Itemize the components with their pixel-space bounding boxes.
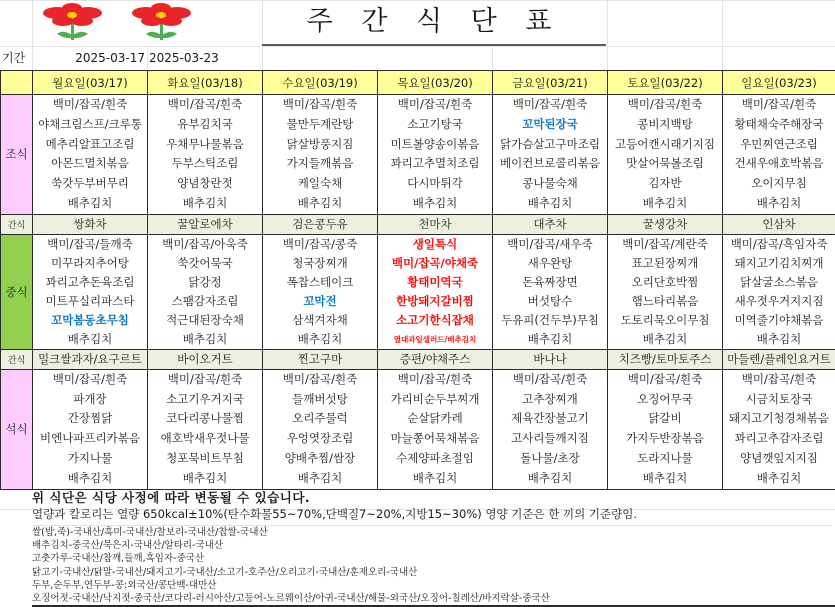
- menu-item: 백미/잡곡/흰죽: [627, 371, 703, 386]
- menu-item: 백미/잡곡/흑임자죽: [730, 236, 828, 251]
- menu-item: 배추김치: [297, 195, 343, 210]
- menu-item: 닭가슴살고구마조림: [500, 136, 600, 151]
- menu-item: 백미/잡곡/흰죽: [52, 97, 128, 111]
- menu-item: 미트푸실리파스타: [45, 293, 135, 308]
- menu-item: 우채무나물볶음: [166, 136, 244, 151]
- menu-item: 오이지무침: [751, 176, 807, 191]
- menu-item: 오리주물럭: [292, 411, 348, 426]
- menu-item: 돌나물/초장: [520, 451, 580, 466]
- menu-item: 애호박새우젓나물: [160, 431, 250, 446]
- menu-item: 삼색겨자채: [292, 312, 348, 327]
- notes-section: [32, 489, 832, 522]
- menu-item: 백미/잡곡/흰죽: [167, 371, 243, 386]
- menu-item: 오리단호박찜: [631, 274, 699, 289]
- dinner-label: 석식: [1, 369, 33, 489]
- menu-item: 새우젓우거지지짐: [734, 293, 824, 308]
- snack-am-thu: 천마차: [378, 214, 493, 234]
- day-header-wed: 수요일(03/19): [263, 71, 378, 95]
- menu-item: 고사리들깨지짐: [511, 431, 589, 446]
- period-end-date: 2025-03-23: [149, 51, 219, 65]
- lunch-sat: [608, 234, 723, 349]
- menu-item: 들깨버섯탕: [292, 391, 348, 406]
- snack-pm-mon: 밀크쌀과자/요구르트: [33, 349, 148, 369]
- menu-item: 폭찹스테이크: [286, 274, 354, 289]
- origin-of-ingredients: [32, 525, 832, 605]
- menu-item: 배추김치: [297, 331, 343, 346]
- origin-line: 배추김치-중국산/묵은지-국내산/알타리-국내산: [32, 540, 224, 552]
- snack-am-sat: 꿀생강차: [608, 214, 723, 234]
- origin-line: 고춧가루-국내산/참깨,들깨,흑임자-중국산: [32, 553, 205, 565]
- day-header-row: [1, 71, 835, 95]
- lunch-mon: [33, 234, 148, 349]
- menu-item-highlight: 꼬막된장국: [522, 116, 578, 131]
- snack-pm-fri: 바나나: [493, 349, 608, 369]
- snack-am-fri: 대추차: [493, 214, 608, 234]
- menu-item: 백미/잡곡/들깨죽: [47, 236, 133, 251]
- lunch-label: 중식: [1, 234, 33, 349]
- lunch-sun: [723, 234, 835, 349]
- menu-item: 소고기탕국: [407, 116, 463, 131]
- menu-item: 백미/잡곡/아욱죽: [162, 236, 248, 251]
- menu-item: 배추김치: [182, 470, 228, 485]
- menu-item: 버섯탕수: [527, 293, 573, 308]
- menu-item: 가지두반장볶음: [626, 431, 704, 446]
- menu-item: 쑥갓두부버무리: [51, 176, 129, 191]
- menu-item: 배추김치: [182, 331, 228, 346]
- menu-item: 배추김치: [412, 195, 458, 210]
- menu-item: 건새우애호박볶음: [734, 156, 824, 171]
- snack-am-row: [1, 214, 835, 234]
- period-start-date: 2025-03-17: [75, 51, 145, 65]
- menu-item: 새우완탕: [527, 255, 573, 270]
- origin-line: 닭고기-국내산/닭말-국내산/돼지고기-국내산/소고기-호주산/오리고기-국내산/훈제오리-국내산: [32, 566, 418, 578]
- menu-item: 배추김치: [182, 195, 228, 210]
- menu-item: 베이컨브로콜리볶음: [500, 156, 600, 171]
- menu-item: 돈육짜장면: [522, 274, 578, 289]
- snack-am-label: 간식: [1, 214, 33, 234]
- menu-item: 백미/잡곡/흰죽: [627, 97, 703, 111]
- menu-item: 미트볼양송이볶음: [390, 136, 480, 151]
- dinner-tue: [148, 369, 263, 489]
- menu-item: 백미/잡곡/계란죽: [622, 236, 708, 251]
- menu-item: 배추김치: [642, 470, 688, 485]
- nutrition-note: 열량과 칼로리는 열량 650kcal±10%(탄수화물55~70%,단백질7~20%,지방15~30%) 영양 기준은 한 끼의 기준량임.: [32, 507, 637, 521]
- menu-item: 스팸감자조림: [171, 293, 239, 308]
- title-area: [0, 0, 835, 47]
- page-title: 주 간 식 단 표: [262, 2, 606, 46]
- menu-item: 아몬드멸치볶음: [51, 156, 129, 171]
- menu-item-highlight: 소고기한식잡채: [396, 312, 474, 327]
- menu-item: 백미/잡곡/흰죽: [741, 97, 817, 111]
- menu-item: 백미/잡곡/흰죽: [167, 97, 243, 111]
- menu-item: 배추김치: [527, 195, 573, 210]
- menu-item: 김자반: [648, 176, 682, 191]
- menu-item: 청포묵비트무침: [166, 451, 244, 466]
- lunch-tue: [148, 234, 263, 349]
- menu-item: 백미/잡곡/흰죽: [512, 371, 588, 386]
- menu-item: 물만두계란탕: [286, 116, 354, 131]
- menu-item: 적근대된장숙채: [166, 312, 244, 327]
- menu-item-highlight: 한방돼지갈비찜: [396, 293, 474, 308]
- breakfast-fri: [493, 95, 608, 215]
- menu-item: 맛살어묵볼조림: [626, 156, 704, 171]
- dinner-sat: [608, 369, 723, 489]
- menu-item: 양념깻잎지지짐: [740, 451, 818, 466]
- snack-pm-thu: 증편/야채주스: [378, 349, 493, 369]
- menu-item: 배추김치: [756, 195, 802, 210]
- menu-item: 고등어캔시래기지짐: [615, 136, 715, 151]
- snack-pm-wed: 찐고구마: [263, 349, 378, 369]
- menu-item: 백미/잡곡/흰죽: [512, 97, 588, 111]
- period-label: 기간: [2, 51, 26, 65]
- menu-item: 돼지고기김치찌개: [734, 255, 824, 270]
- dinner-thu: [378, 369, 493, 489]
- breakfast-sat: [608, 95, 723, 215]
- menu-item: 꽈리고추감자조림: [734, 431, 824, 446]
- menu-item: 메추리알표고조림: [45, 136, 135, 151]
- menu-item: 청국장찌개: [292, 255, 348, 270]
- lunch-fri: [493, 234, 608, 349]
- menu-item: 배추김치: [67, 195, 113, 210]
- breakfast-label: 조식: [1, 95, 33, 215]
- menu-item: 양념창란젓: [177, 176, 233, 191]
- menu-item: 꽈리고추멸치조림: [390, 156, 480, 171]
- menu-item: 배추김치: [297, 470, 343, 485]
- menu-item: 꽈리고추돈육조림: [45, 274, 135, 289]
- menu-item: 수제양파초절임: [396, 451, 474, 466]
- weekly-menu-table: [0, 70, 835, 490]
- menu-item-highlight: 꼬막전: [303, 293, 337, 308]
- menu-item: 돼지고기청경채볶음: [729, 411, 829, 426]
- menu-item: 가리비순두부찌개: [390, 391, 480, 406]
- menu-item: 배추김치: [642, 195, 688, 210]
- menu-item-highlight: 열대과일샐러드/배추김치: [393, 334, 477, 344]
- menu-change-notice: 위 식단은 식당 사정에 따라 변동될 수 있습니다.: [32, 490, 311, 505]
- menu-item: 배추김치: [67, 470, 113, 485]
- origin-line: 오징어젓-국내산/낙지젓-중국산/코다리-러시아산/고등어-노르웨이산/아귀-국내산/해물-외국산/오징어-칠레산/바지락살-중국산: [32, 593, 550, 605]
- day-header-sat: 토요일(03/22): [608, 71, 723, 95]
- lunch-wed: [263, 234, 378, 349]
- menu-item: 미역줄기야채볶음: [734, 312, 824, 327]
- day-header-tue: 화요일(03/18): [148, 71, 263, 95]
- menu-item: 황태채숙주해장국: [734, 116, 824, 131]
- flower-icon: [124, 2, 200, 42]
- menu-item: 백미/잡곡/흰죽: [397, 97, 473, 111]
- menu-item: 가지나물: [67, 451, 113, 466]
- menu-item: 시금치토장국: [745, 391, 813, 406]
- menu-item: 백미/잡곡/새우죽: [507, 236, 593, 251]
- menu-item: 쑥갓어묵국: [177, 255, 233, 270]
- origin-line: 두부,순두부,연두부-콩:외국산/콩단백-대만산: [32, 579, 217, 591]
- day-header-thu: 목요일(03/20): [378, 71, 493, 95]
- menu-item: 배추김치: [642, 331, 688, 346]
- menu-item: 배추김치: [412, 470, 458, 485]
- menu-item: 유부김치국: [177, 116, 233, 131]
- snack-pm-tue: 바이오거트: [148, 349, 263, 369]
- menu-item: 닭살방풍지짐: [286, 136, 354, 151]
- origin-line: 쌀(밥,죽)-국내산/흑미-국내산/찰보리-국내산/찹쌀-국내산: [32, 527, 268, 538]
- menu-item: 비엔나파프리카볶음: [40, 431, 140, 446]
- menu-item: 소고기우거지국: [166, 391, 244, 406]
- menu-item: 백미/잡곡/흰죽: [741, 371, 817, 386]
- menu-item: 백미/잡곡/콩죽: [282, 236, 358, 251]
- menu-item: 표고된장찌개: [631, 255, 699, 270]
- snack-pm-row: [1, 349, 835, 369]
- menu-item: 두유피(건두부)무침: [501, 312, 599, 327]
- snack-am-wed: 검은콩두유: [263, 214, 378, 234]
- menu-item: 닭살굴소스볶음: [740, 274, 818, 289]
- menu-item: 배추김치: [527, 470, 573, 485]
- menu-item: 마늘쫑어묵채볶음: [390, 431, 480, 446]
- menu-item: 코다리콩나물찜: [166, 411, 244, 426]
- menu-item: 제육간장불고기: [511, 411, 589, 426]
- menu-item-highlight: 황태미역국: [407, 274, 463, 289]
- menu-item: 오징어무국: [637, 391, 693, 406]
- menu-item-highlight: 백미/잡곡/야채죽: [391, 255, 479, 270]
- breakfast-wed: [263, 95, 378, 215]
- menu-item-highlight: 생일특식: [412, 236, 458, 251]
- menu-item: 닭갈비: [648, 411, 682, 426]
- menu-item: 닭강정: [188, 274, 222, 289]
- menu-item: 고추장찌개: [522, 391, 578, 406]
- menu-item: 파개장: [73, 391, 107, 406]
- menu-item: 콩비지백탕: [637, 116, 693, 131]
- menu-item: 콩나물숙채: [522, 176, 578, 191]
- menu-item: 배추김치: [756, 470, 802, 485]
- menu-item: 백미/잡곡/흰죽: [52, 371, 128, 386]
- menu-item: 다시마튀각: [407, 176, 463, 191]
- menu-item: 케일숙채: [297, 176, 343, 191]
- menu-item: 배추김치: [527, 331, 573, 346]
- menu-item: 가지들깨볶음: [286, 156, 354, 171]
- dinner-sun: [723, 369, 835, 489]
- dinner-wed: [263, 369, 378, 489]
- menu-item: 야채크림스프/크루통: [38, 116, 142, 131]
- header-corner: [1, 71, 33, 95]
- menu-item: 두부스틱조림: [171, 156, 239, 171]
- day-header-fri: 금요일(03/21): [493, 71, 608, 95]
- menu-item: 양배추찜/쌈장: [284, 451, 356, 466]
- menu-item: 백미/잡곡/흰죽: [282, 371, 358, 386]
- menu-item: 배추김치: [756, 331, 802, 346]
- dinner-fri: [493, 369, 608, 489]
- snack-pm-sat: 치즈빵/토마토주스: [608, 349, 723, 369]
- menu-item: 햄느타리볶음: [631, 293, 699, 308]
- breakfast-row: [1, 95, 835, 215]
- dinner-row: [1, 369, 835, 489]
- menu-item: 미꾸라지추어탕: [51, 255, 129, 270]
- snack-am-sun: 인삼차: [723, 214, 835, 234]
- flower-icon: [35, 2, 111, 42]
- lunch-thu-birthday-special: [378, 234, 493, 349]
- lunch-row: [1, 234, 835, 349]
- breakfast-mon: [33, 95, 148, 215]
- menu-item-highlight: 꼬막봄동초무침: [51, 312, 129, 327]
- menu-item: 백미/잡곡/흰죽: [282, 97, 358, 111]
- menu-item: 배추김치: [67, 331, 113, 346]
- menu-item: 도토리묵오이무침: [620, 312, 710, 327]
- snack-am-tue: 꿀알로에차: [148, 214, 263, 234]
- day-header-sun: 일요일(03/23): [723, 71, 835, 95]
- snack-pm-label: 간식: [1, 349, 33, 369]
- snack-pm-sun: 마들렌/플레인요거트: [723, 349, 835, 369]
- breakfast-thu: [378, 95, 493, 215]
- menu-item: 순살닭카레: [407, 411, 463, 426]
- menu-item: 간장찜닭: [67, 411, 113, 426]
- gridline: [492, 47, 493, 70]
- breakfast-sun: [723, 95, 835, 215]
- menu-item: 백미/잡곡/흰죽: [397, 371, 473, 386]
- snack-am-mon: 쌍화차: [33, 214, 148, 234]
- breakfast-tue: [148, 95, 263, 215]
- day-header-mon: 월요일(03/17): [33, 71, 148, 95]
- menu-item: 도라지나물: [637, 451, 693, 466]
- dinner-mon: [33, 369, 148, 489]
- menu-item: 우엉엿장조림: [286, 431, 354, 446]
- menu-item: 우민찌연근조림: [740, 136, 818, 151]
